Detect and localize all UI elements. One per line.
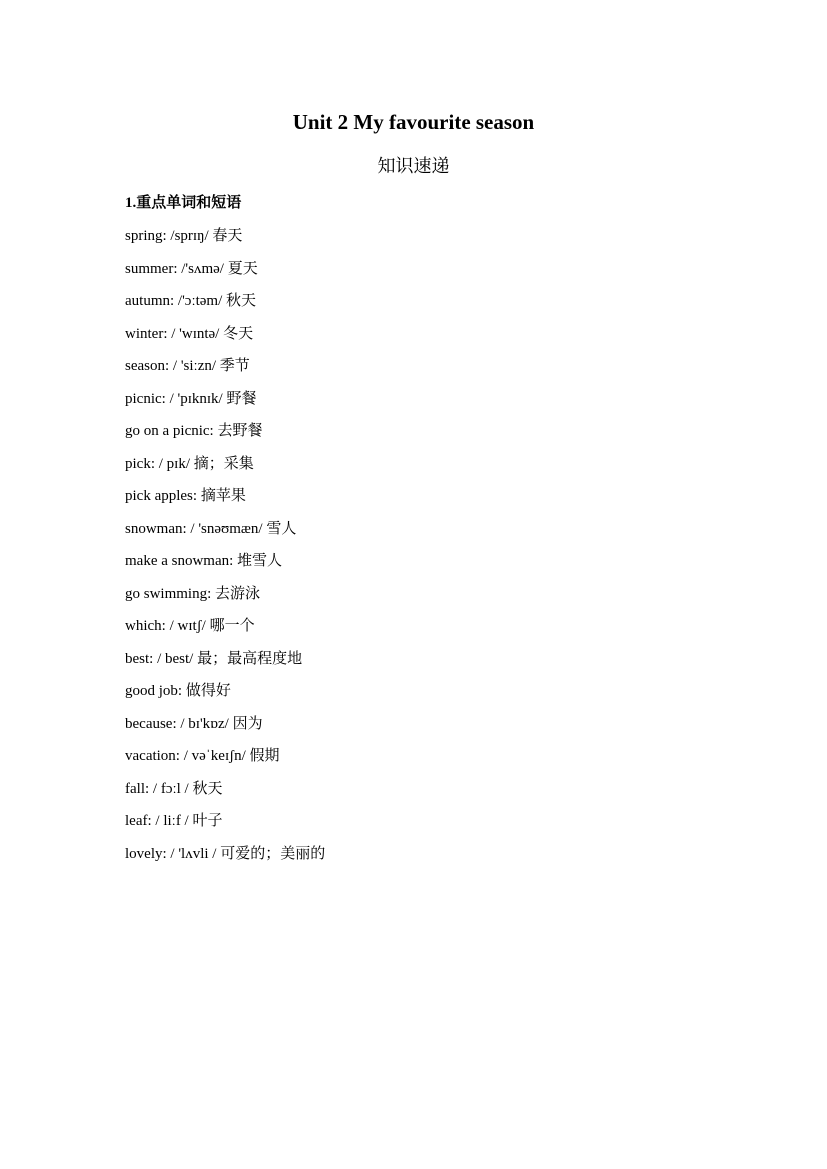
vocab-item: go on a picnic: 去野餐: [125, 423, 263, 439]
vocab-item: snowman: / 'snəʊmæn/ 雪人: [125, 520, 297, 537]
vocab-item: season: / 'siːzn/ 季节: [125, 358, 250, 374]
vocab-item: picnic: / 'pɪknɪk/ 野餐: [125, 390, 257, 407]
vocab-item: because: / bɪ'kɒz/ 因为: [125, 715, 263, 732]
vocab-item: pick: / pɪk/ 摘；采集: [125, 455, 254, 472]
vocab-item: fall: / fɔːl / 秋天: [125, 780, 223, 797]
page-subtitle: 知识速递: [377, 156, 450, 176]
vocab-item: vacation: / vəˈkeɪʃn/ 假期: [125, 748, 280, 764]
vocab-item: summer: /'sʌmə/ 夏天: [125, 260, 258, 277]
vocab-item: spring: /sprɪŋ/ 春天: [125, 228, 243, 244]
vocab-item: best: / best/ 最；最高程度地: [125, 650, 303, 667]
vocab-item: leaf: / liːf / 叶子: [125, 813, 223, 829]
vocab-item: good job: 做得好: [125, 683, 231, 699]
page-title: Unit 2 My favourite season: [292, 110, 535, 134]
vocab-item: which: / wɪtʃ/ 哪一个: [125, 618, 255, 634]
vocabulary-list: [125, 225, 325, 875]
vocab-item: winter: / 'wɪntə/ 冬天: [125, 325, 254, 342]
vocab-item: go swimming: 去游泳: [125, 585, 261, 602]
vocab-item: pick apples: 摘苹果: [125, 488, 246, 504]
vocab-item: make a snowman: 堆雪人: [125, 553, 283, 569]
vocab-item: autumn: /'ɔːtəm/ 秋天: [125, 293, 257, 309]
vocab-item: lovely: / 'lʌvli / 可爱的；美丽的: [125, 845, 326, 862]
section-heading: 1.重点单词和短语: [125, 195, 242, 211]
